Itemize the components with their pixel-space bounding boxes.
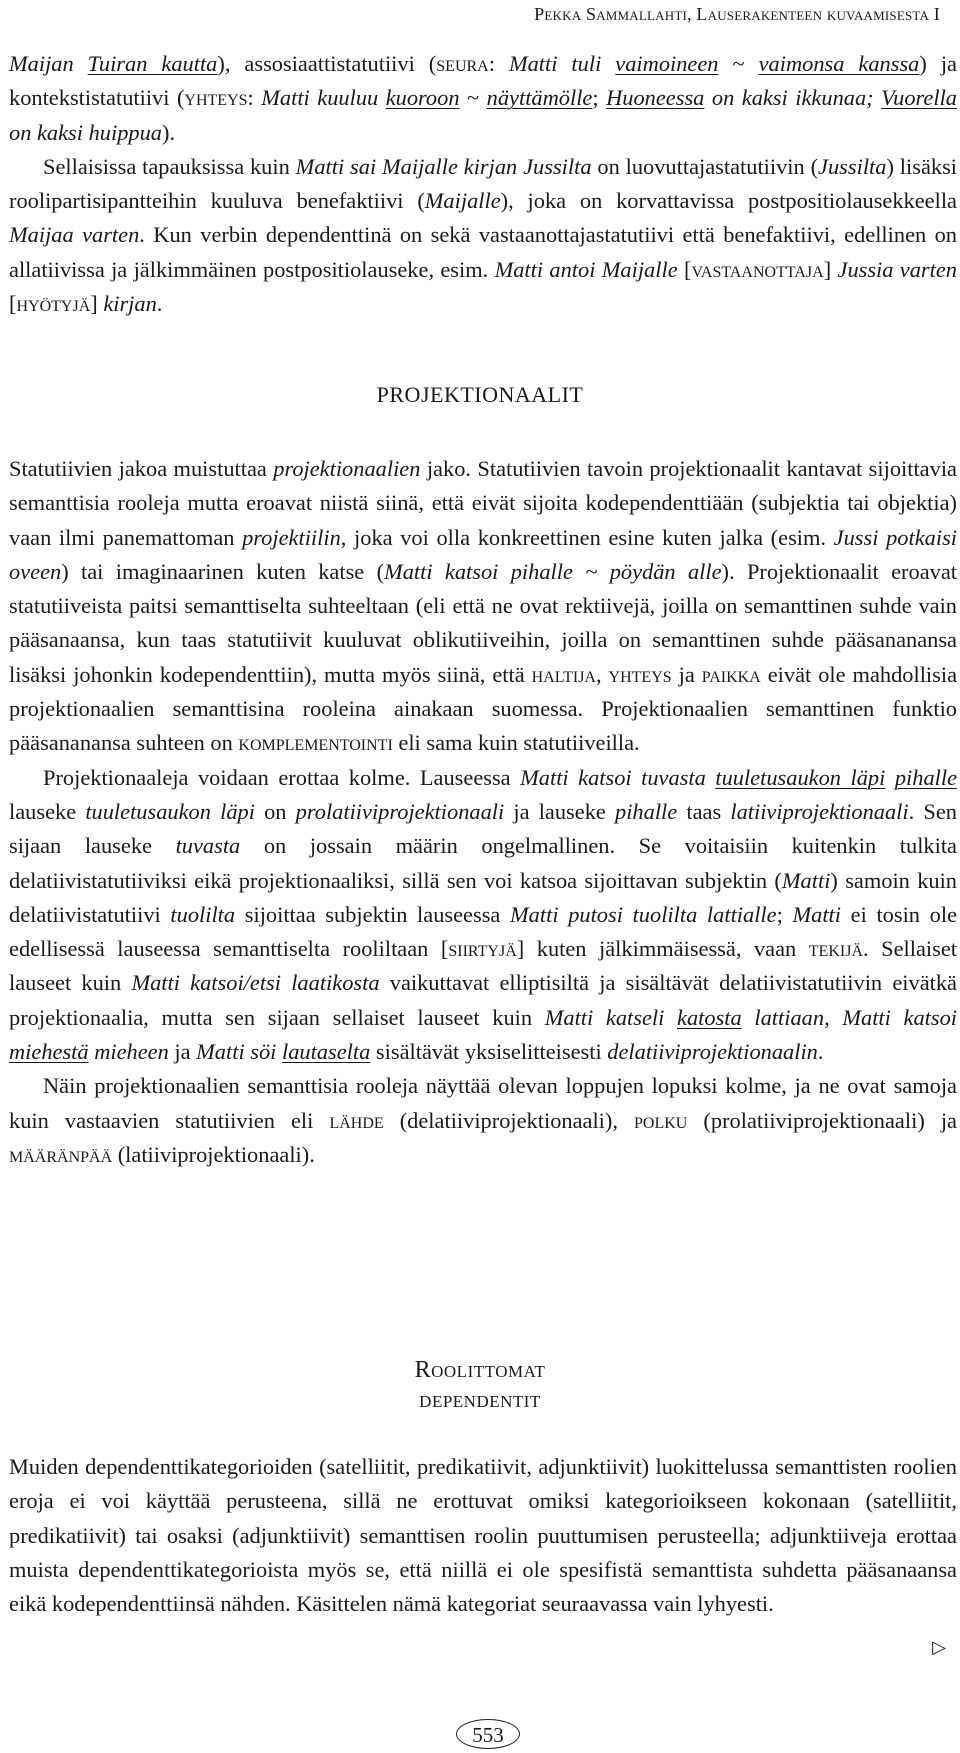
- running-head: Pekka Sammallahti, Lauserakenteen kuvaamisesta I: [534, 4, 940, 24]
- paragraph-dependenttikategoriat: Muiden dependenttikategorioiden (satelliitit, predikatiivit, adjunktiivit) luokittelussa semanttisten roolien eroja ei voi käyttää perusteena, sillä ne erottuvat omiksi kategorioikseen kokonaan (satelliitit, predikatiivit) tai osaksi (adjunktiivit) semanttisen roolin puuttumisen perusteella; adjunktiiveja erottaa muista dependenttikategorioista myös se, että niillä ei ole spesifistä semanttista suhdetta pääsanaansa eikä kodependenttiinsä nähden. Käsittelen nämä kategoriat seuraavassa vain lyhyesti.: [9, 1454, 957, 1617]
- paragraph-benefaktiivi: Sellaisissa tapauksissa kuin Matti sai Maijalle kirjan Jussilta on luovuttajastatutiivin (Jussilta) lisäksi roolipartisipantteihin kuuluva benefaktiivi (Maijalle), joka on korvattavissa postpositiolausekkeella Maijaa varten. Kun verbin dependenttinä on sekä vastaanottajastatutiivi että benefaktiivi, edellinen on allatiivissa ja jälkimmäinen postpositiolauseke, esim. Matti antoi Maijalle [vastaanottaja] Jussia varten [hyötyjä] kirjan.: [9, 153, 958, 317]
- heading-line-1: Roolittomat: [414, 1357, 546, 1383]
- text-block-roolittomat: [9, 1450, 957, 1621]
- paragraph-projektionaalit-intro: Statutiivien jakoa muistuttaa projektionaalien jako. Statutiivien tavoin projektionaalit kantavat sijoittavia semanttisia rooleja mutta eroavat niistä siinä, että eivät sijoita kodependenttiään (subjektia tai objektia) vaan ilmi panemattoman projektiilin, joka voi olla konkreettinen esine kuten jalka (esim. Jussi potkaisi oveen) tai imaginaarinen kuten katse (Matti katsoi pihalle ~ pöydän alle). Projektionaalit eroavat statutiiveista paitsi semanttiselta suhteeltaan (eli että ne ovat rektiivejä, joilla on semanttinen suhde vain pääsanaansa, kun taas statutiivit kuuluvat oblikutiiveihin, joilla on semanttinen suhde pääsananansa lisäksi johonkin kodependenttiin), mutta myös siinä, että haltija, yhteys ja paikka eivät ole mahdollisia projektionaalien semanttisina rooleina ainakaan suomessa. Projektionaalien semanttinen funktio pääsananansa suhteen on komplementointi eli sama kuin statutiiveilla.: [9, 456, 958, 756]
- text-block-projektionaalit: [9, 452, 957, 1172]
- text-block-statutiivit: [9, 47, 957, 321]
- section-heading-projektionaalit: PROJEKTIONAALIT: [376, 382, 584, 407]
- paragraph-projektionaalit-kolme: Projektionaaleja voidaan erottaa kolme. Lauseessa Matti katsoi tuvasta tuuletusaukon läpi pihalle lauseke tuuletusaukon läpi on prolatiiviprojektionaali ja lauseke pihalle taas latiiviprojektionaali. Sen sijaan lauseke tuvasta on jossain määrin ongelmallinen. Se voitaisiin kuitenkin tulkita delatiivistatutiiviksi eikä projektionaaliksi, sillä sen voi katsoa sijoittavan subjektin (Matti) samoin kuin delatiivistatutiivi tuolilta sijoittaa subjektin lauseessa Matti putosi tuolilta lattialle; Matti ei tosin ole edellisessä lauseessa semanttiselta rooliltaan [siirtyjä] kuten jälkimmäisessä, vaan tekijä. Sellaiset lauseet kuin Matti katsoi/etsi laatikosta vaikuttavat elliptisiltä ja sisältävät delatiivistatutiivin eivätkä projektionaalia, mutta sen sijaan sellaiset lauseet kuin Matti katseli katosta lattiaan, Matti katsoi miehestä mieheen ja Matti söi lautaselta sisältävät yksiselitteisesti delatiiviprojektionaalin.: [9, 764, 958, 1065]
- paragraph-continuation: Maijan Tuiran kautta), assosiaattistatutiivi (seura: Matti tuli vaimoineen ~ vaimonsa kanssa) ja kontekstistatutiivi (yhteys: Matti kuuluu kuoroon ~ näyttämölle; Huoneessa on kaksi ikkunaa; Vuorella on kaksi huippua).: [9, 51, 957, 145]
- heading-line-2: dependentit: [419, 1387, 541, 1413]
- paragraph-semanttiset-roolit: Näin projektionaalien semanttisia rooleja näyttää olevan loppujen lopuksi kolme, ja ne ovat samoja kuin vastaavien statutiivien eli lähde (delatiiviprojektionaali), polku (prolatiiviprojektionaali) ja määränpää (latiiviprojektionaali).: [9, 1073, 957, 1167]
- section-heading-roolittomat-dependentit: [0, 1355, 960, 1415]
- page-number: 553: [456, 1719, 520, 1749]
- continue-arrow-icon: ▷: [932, 1637, 946, 1657]
